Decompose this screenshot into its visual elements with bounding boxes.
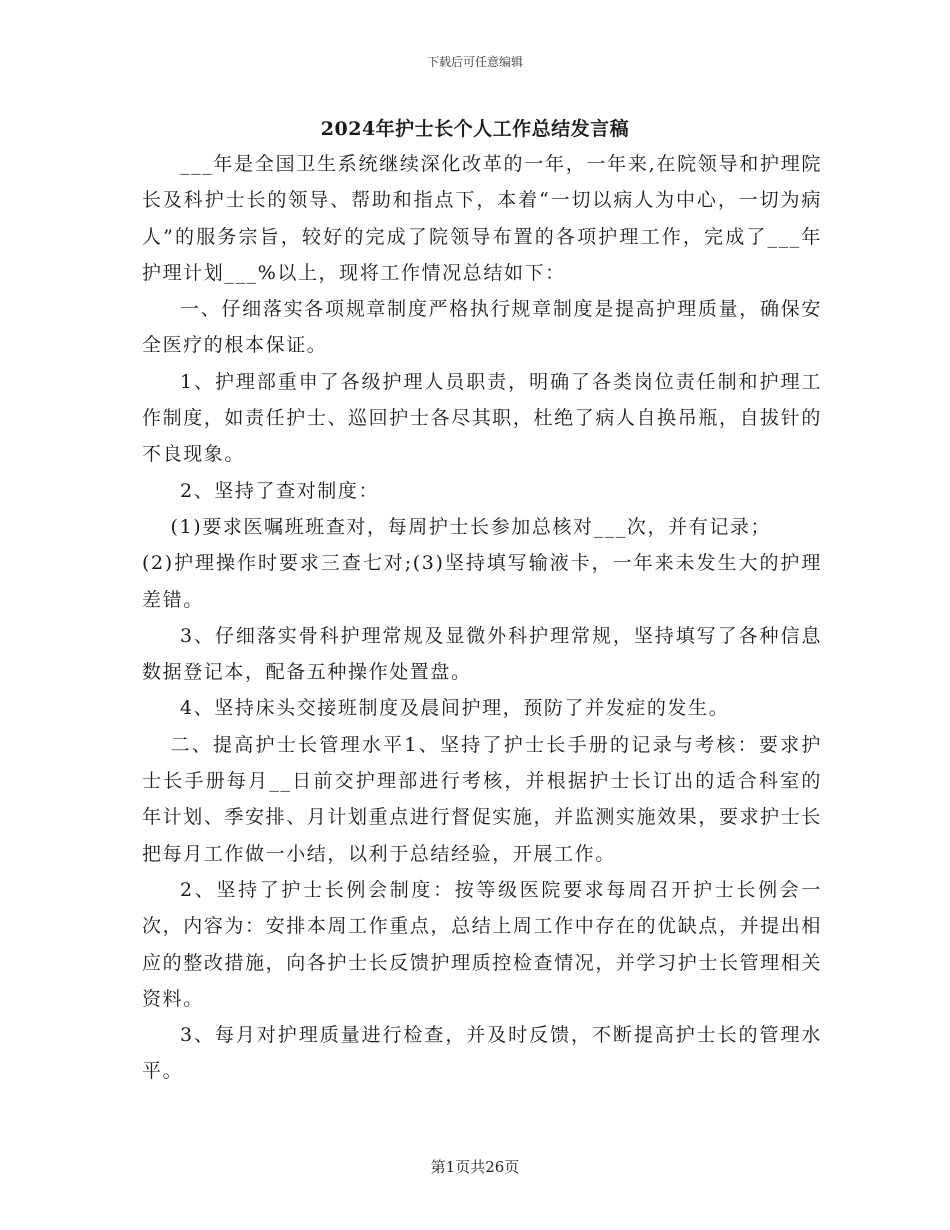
document-title: 2024年护士长个人工作总结发言稿 (320, 118, 630, 140)
paragraph-section-2: 二、提高护士长管理水平1、坚持了护士长手册的记录与考核：要求护士长手册每月__日前交护理部进行考核，并根据护士长订出的适合科室的年计划、季安排、月计划重点进行督促实施，并监测实施效果，要求护士长把每月工作做一小结，以利于总结经验，开展工作。 (142, 733, 822, 865)
paragraph-section-1: 一、仔细落实各项规章制度严格执行规章制度是提高护理质量，确保安全医疗的根本保证。 (142, 298, 822, 357)
paragraph-item-2-sub-1: (1)要求医嘱班班查对，每周护士长参加总核对___次，并有记录； (170, 515, 772, 538)
paragraph-section-2-item-2: 2、坚持了护士长例会制度：按等级医院要求每周召开护士长例会一次，内容为：安排本周工作重点，总结上周工作中存在的优缺点，并提出相应的整改措施，向各护士长反馈护理质控检查情况，并学习护士长管理相关资料。 (142, 878, 822, 1010)
document-body (142, 146, 822, 1090)
page-header: 下载后可任意编辑 (426, 55, 523, 69)
paragraph-item-1: 1、护理部重申了各级护理人员职责，明确了各类岗位责任制和护理工作制度，如责任护士、巡回护士各尽其职，杜绝了病人自换吊瓶，自拔针的不良现象。 (142, 370, 822, 466)
paragraph-item-3: 3、仔细落实骨科护理常规及显微外科护理常规，坚持填写了各种信息数据登记本，配备五种操作处置盘。 (142, 624, 822, 684)
paragraph-intro: ___年是全国卫生系统继续深化改革的一年，一年来,在院领导和护理院长及科护士长的领导、帮助和指点下，本着“一切以病人为中心，一切为病人”的服务宗旨，较好的完成了院领导布置的各项护理工作，完成了___年护理计划___%以上，现将工作情况总结如下： (142, 153, 822, 284)
paragraph-item-2-sub-2: (2)护理操作时要求三查七对;(3)坚持填写输液卡，一年来未发生大的护理差错。 (142, 552, 822, 611)
page-footer: 第1页共26页 (430, 1158, 520, 1176)
paragraph-item-4: 4、坚持床头交接班制度及晨间护理，预防了并发症的发生。 (180, 697, 730, 720)
paragraph-item-2: 2、坚持了查对制度： (180, 479, 380, 502)
paragraph-section-2-item-3: 3、每月对护理质量进行检查，并及时反馈，不断提高护士长的管理水平。 (142, 1024, 822, 1083)
